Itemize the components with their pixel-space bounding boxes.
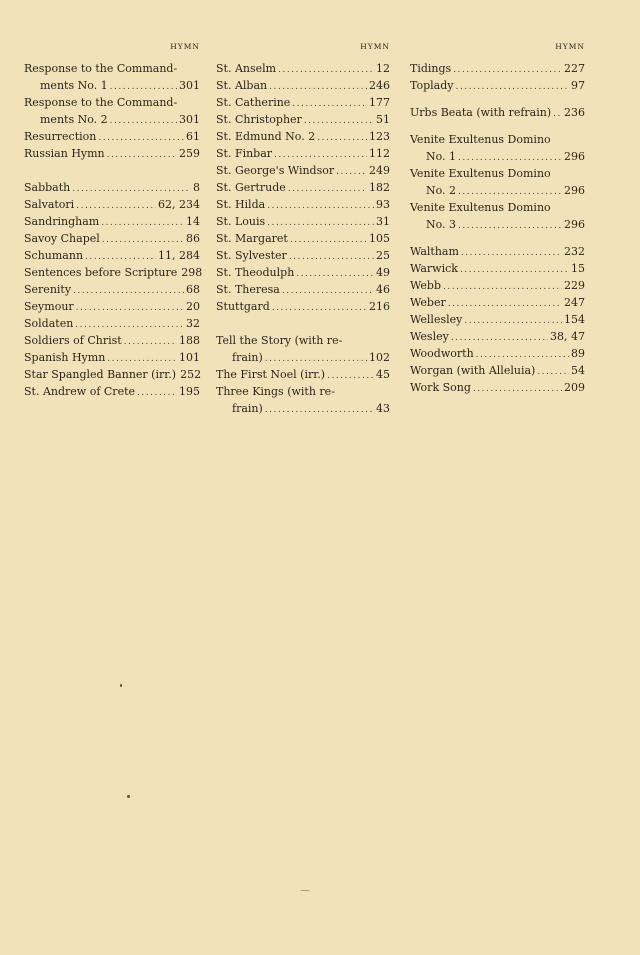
dot-leader [265,402,374,419]
column-header: HYMN [170,42,200,51]
index-column-3 [410,40,585,396]
index-entry [24,179,200,196]
hymn-number: 51 [376,113,390,126]
hymn-name: Soldaten [24,317,74,330]
hymn-number: 68 [186,283,200,296]
dot-leader [282,283,374,300]
hymn-number: 54 [571,364,585,377]
index-entry [24,111,200,128]
hymn-number: 229 [564,279,585,292]
hymn-name: Response to the Command- [24,62,178,75]
index-entry [410,277,585,294]
index-entry [24,230,200,247]
index-entry [24,349,200,366]
index-column-1 [24,40,203,400]
dot-leader [461,245,562,262]
dot-leader [272,300,367,317]
hymn-name: The First Noel (irr.) [216,368,326,381]
dot-leader [553,106,562,123]
hymn-number: 97 [571,79,585,92]
hymn-name: Star Spangled Banner (irr.) [24,368,177,381]
index-entry [410,182,585,199]
dot-leader [453,62,562,79]
hymn-name: St. Theodulph [216,266,295,279]
hymn-name: St. Finbar [216,147,273,160]
hymn-name: Salvatori [24,198,75,211]
index-entry [24,315,200,332]
hymn-name: St. Catherine [216,96,291,109]
index-entry [410,260,585,277]
hymn-name: No. 1 [426,150,457,163]
hymn-name: St. Edmund No. 2 [216,130,316,143]
index-entry [216,111,390,128]
index-entry [24,298,200,315]
index-entry [24,281,200,298]
hymn-name: Woodworth [410,347,474,360]
dot-leader [290,232,367,249]
dot-leader [464,313,562,330]
entry-list [410,60,585,396]
hymn-number: 89 [571,347,585,360]
index-entry [216,298,390,315]
hymn-number: 252 [180,368,202,381]
index-entry [410,131,585,148]
hymn-number: 236 [564,106,585,119]
hymn-name: St. Anselm [216,62,277,75]
hymn-name: Stuttgard [216,300,270,313]
hymn-name: Soldiers of Christ [24,334,122,347]
hymn-number: 93 [376,198,390,211]
index-entry [24,128,200,145]
index-entry [216,264,390,281]
index-entry [216,400,390,417]
hymn-number: 15 [571,262,585,275]
dot-leader [278,62,374,79]
hymn-number: 249 [369,164,390,177]
entry-list [216,60,390,417]
hymn-name: Seymour [24,300,74,313]
index-entry [410,311,585,328]
hymn-name: Russian Hymn [24,147,105,160]
index-entry [410,165,585,182]
hymn-number: 298 [181,266,203,279]
hymn-number: 259 [179,147,200,160]
index-entry [216,77,390,94]
dot-leader [124,334,177,351]
index-entry [216,349,390,366]
index-entry [216,60,390,77]
hymn-name: No. 3 [426,218,457,231]
dot-leader [73,283,184,300]
hymn-name: Resurrection [24,130,97,143]
hymn-name: Venite Exultenus Domino [410,201,551,214]
hymn-name: No. 2 [426,184,457,197]
index-entry [216,94,390,111]
index-entry [216,332,390,349]
index-entry [24,383,200,400]
hymn-name: Wellesley [410,313,463,326]
index-entry [24,247,200,264]
paper-speck [300,890,310,891]
index-entry [410,362,585,379]
dot-leader [460,262,569,279]
hymn-name: Urbs Beata (with refrain) [410,106,552,119]
hymn-number: 11, 284 [158,249,200,262]
hymn-name: St. Sylvester [216,249,287,262]
hymn-name: Toplady [410,79,454,92]
index-entry [410,243,585,260]
index-entry [216,162,390,179]
hymn-name: Sandringham [24,215,100,228]
dot-leader [98,130,184,147]
hymn-name: Worgan (with Alleluia) [410,364,536,377]
group-spacer [216,315,390,332]
hymn-name: Sentences before Scripture [24,266,178,279]
hymn-number: 25 [376,249,390,262]
hymn-name: Venite Exultenus Domino [410,167,551,180]
hymn-name: St. Gertrude [216,181,286,194]
hymn-number: 105 [369,232,390,245]
dot-leader [455,79,569,96]
hymn-number: 247 [564,296,585,309]
index-entry [24,213,200,230]
dot-leader [317,130,367,147]
hymn-number: 182 [369,181,390,194]
hymn-name: Wesley [410,330,449,343]
hymn-name: ments No. 1 [40,79,108,92]
index-entry [410,60,585,77]
hymn-name: St. Andrew of Crete [24,385,136,398]
hymn-name: St. Alban [216,79,268,92]
hymn-number: 46 [376,283,390,296]
dot-leader [267,198,374,215]
index-entry [216,196,390,213]
hymn-name: Schumann [24,249,84,262]
column-header: HYMN [555,42,585,51]
index-entry [410,345,585,362]
hymn-number: 177 [369,96,390,109]
hymn-number: 43 [376,402,390,415]
dot-leader [443,279,562,296]
hymn-number: 296 [564,150,585,163]
hymn-number: 123 [369,130,390,143]
dot-leader [296,266,374,283]
dot-leader [101,215,184,232]
hymn-name: St. Christopher [216,113,302,126]
index-entry [216,281,390,298]
hymn-name: Warwick [410,262,458,275]
hymn-name: Waltham [410,245,459,258]
hymn-number: 62, 234 [158,198,200,211]
hymn-number: 14 [186,215,200,228]
index-entry [24,264,203,281]
dot-leader [448,296,562,313]
dot-leader [110,113,177,130]
index-entry [24,94,200,111]
dot-leader [292,96,367,113]
dot-leader [458,218,562,235]
index-entry [24,60,200,77]
hymn-number: 20 [186,300,200,313]
hymn-number: 232 [564,245,585,258]
hymn-name: St. Theresa [216,283,280,296]
hymn-number: 216 [369,300,390,313]
entry-list [24,60,203,400]
hymn-number: 112 [369,147,390,160]
hymn-number: 102 [369,351,390,364]
hymn-number: 8 [193,181,200,194]
paper-speck [120,684,122,687]
hymn-name: Work Song [410,381,471,394]
index-entry [24,145,200,162]
index-column-2 [216,40,390,417]
dot-leader [288,181,367,198]
hymn-name: ments No. 2 [40,113,108,126]
hymn-name: Weber [410,296,446,309]
hymn-name: Serenity [24,283,72,296]
dot-leader [137,385,177,402]
hymn-name: frain) [232,402,263,415]
hymn-number: 12 [376,62,390,75]
hymn-number: 188 [179,334,200,347]
hymn-name: Tidings [410,62,452,75]
hymn-number: 32 [186,317,200,330]
hymn-name: Response to the Command- [24,96,178,109]
index-entry [410,199,585,216]
hymn-number: 301 [179,113,200,126]
hymn-name: Three Kings (with re- [216,385,335,398]
dot-leader [336,164,367,181]
index-entry [24,77,200,94]
dot-leader [289,249,374,266]
index-entry [24,366,200,383]
paper-speck [127,795,130,798]
index-entry [216,383,390,400]
hymn-number: 227 [564,62,585,75]
hymn-number: 154 [564,313,585,326]
hymn-number: 195 [179,385,200,398]
index-entry [410,328,585,345]
group-spacer [24,162,200,179]
dot-leader [107,147,177,164]
hymn-number: 296 [564,184,585,197]
hymn-name: St. Louis [216,215,266,228]
hymn-name: Tell the Story (with re- [216,334,343,347]
hymn-name: Webb [410,279,442,292]
index-entry [216,366,390,383]
index-entry [410,294,585,311]
hymn-name: St. George's Windsor [216,164,335,177]
index-entry [216,247,390,264]
hymn-number: 86 [186,232,200,245]
hymn-name: St. Margaret [216,232,288,245]
hymn-number: 246 [369,79,390,92]
index-entry [216,213,390,230]
dot-leader [473,381,562,398]
index-entry [410,216,585,233]
hymn-name: St. Hilda [216,198,266,211]
hymn-number: 61 [186,130,200,143]
hymn-number: 45 [376,368,390,381]
hymn-number: 101 [179,351,200,364]
hymn-name: Spanish Hymn [24,351,106,364]
hymn-number: 209 [564,381,585,394]
index-entry [410,104,585,121]
index-entry [216,128,390,145]
hymn-number: 31 [376,215,390,228]
index-entry [24,332,200,349]
hymn-name: Sabbath [24,181,71,194]
hymn-number: 38, 47 [550,330,585,343]
index-entry [216,145,390,162]
hymn-name: Savoy Chapel [24,232,100,245]
hymn-number: 301 [179,79,200,92]
dot-leader [76,300,184,317]
index-entry [410,148,585,165]
hymn-number: 49 [376,266,390,279]
index-entry [410,77,585,94]
index-entry [216,230,390,247]
hymn-name: Venite Exultenus Domino [410,133,551,146]
index-entry [410,379,585,396]
index-entry [216,179,390,196]
hymn-number: 296 [564,218,585,231]
index-entry [24,196,200,213]
hymn-name: frain) [232,351,263,364]
column-header: HYMN [360,42,390,51]
